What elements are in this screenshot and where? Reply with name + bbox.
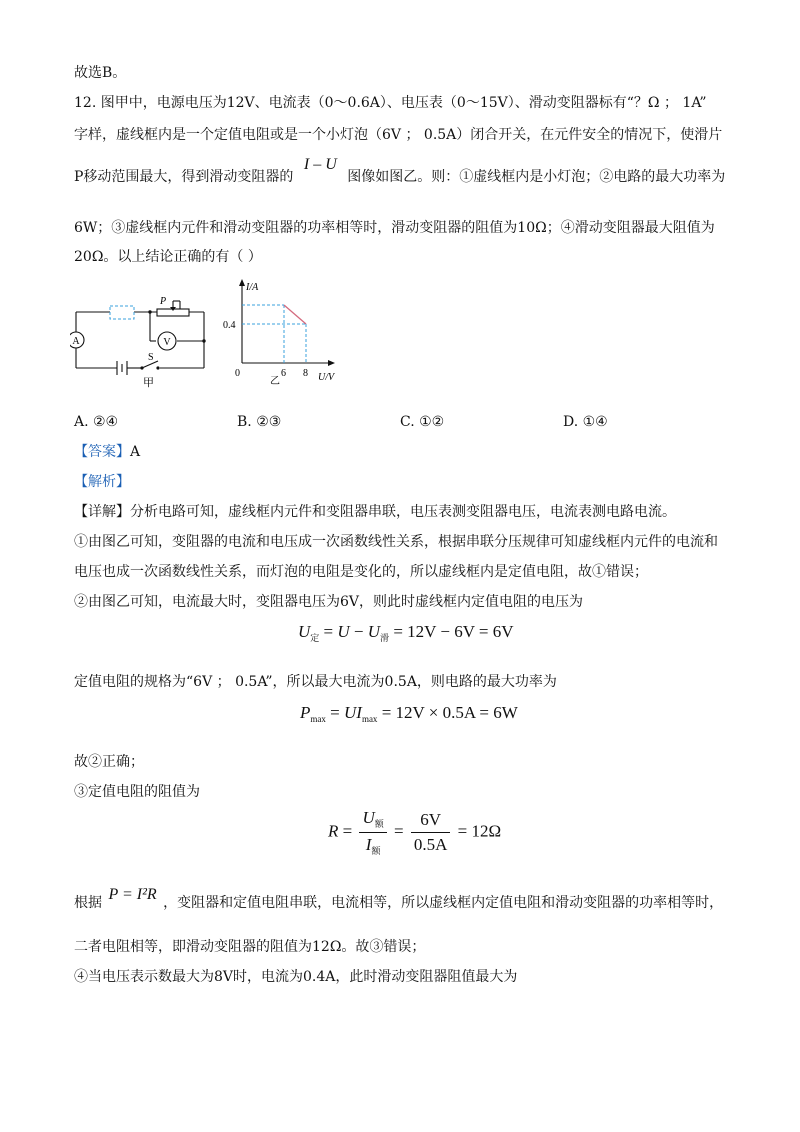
formula-resistance-den2: 0.5A bbox=[413, 835, 448, 854]
question-line-3-part-b: 图像如图乙。则：①虚线框内是小灯泡；②电路的最大功率为 bbox=[347, 169, 726, 185]
iu-math: I – U bbox=[303, 156, 337, 173]
point4-line: ④当电压表示数最大为8V时，电流为0.4A，此时滑动变阻器阻值最大为 bbox=[74, 969, 518, 985]
formula-voltage-sub1: 定 bbox=[310, 633, 320, 643]
point2-line: ②由图乙可知，电流最大时，变阻器电压为6V，则此时虚线框内定值电阻的电压为 bbox=[74, 594, 584, 610]
x-tick-8: 8 bbox=[303, 368, 308, 379]
x-tick-6: 6 bbox=[281, 368, 286, 379]
option-b: B. ②③ bbox=[237, 414, 282, 430]
point2-spec-line: 定值电阻的规格为“6V ； 0.5A”，所以最大电流为0.5A，则电路的最大功率为 bbox=[74, 674, 557, 690]
formula-power-result: = 12V × 0.5A = 6W bbox=[381, 703, 518, 722]
origin-label: 0 bbox=[235, 368, 240, 379]
question-line-3-part-a: P移动范围最大，得到滑动变阻器的 bbox=[74, 169, 294, 185]
option-c: C. ①② bbox=[400, 414, 445, 430]
y-tick-label: 0.4 bbox=[223, 320, 236, 331]
previous-answer-line: 故选B。 bbox=[74, 65, 127, 81]
x-axis-label: U/V bbox=[318, 372, 335, 383]
option-a: A. ②④ bbox=[74, 414, 119, 430]
graph-caption: 乙 bbox=[270, 376, 280, 387]
question-line-1: 12. 图甲中，电源电压为12V、电流表（0～0.6A）、电压表（0～15V）、滑动变阻器标有“？Ω ； 1A” bbox=[74, 95, 707, 111]
circuit-diagram bbox=[70, 290, 215, 390]
answer-line bbox=[74, 442, 140, 462]
answer-value: A bbox=[130, 444, 141, 460]
formula-power: $P_{max} = UI_{max} = 12V \times 0.5A = 6W$ bbox=[300, 703, 518, 724]
point3-explain-a: 根据 bbox=[74, 895, 102, 911]
voltmeter-label: V bbox=[163, 337, 171, 348]
question-line-3 bbox=[74, 156, 726, 187]
formula-voltage: $U_定 = U - U_滑 = 12V - 6V = 6V$ bbox=[298, 622, 514, 643]
formula-resistance-numsub: 额 bbox=[374, 819, 384, 829]
point3-line: ③定值电阻的阻值为 bbox=[74, 784, 200, 800]
point3-explain-b: ，变阻器和定值电阻串联，电流相等，所以虚线框内定值电阻和滑动变阻器的功率相等时， bbox=[163, 895, 724, 911]
point3-explain-line bbox=[74, 886, 724, 913]
iu-graph bbox=[222, 276, 342, 391]
point3-conclusion: 二者电阻相等，即滑动变阻器的阻值为12Ω。故③错误； bbox=[74, 939, 426, 955]
y-axis-label: I/A bbox=[246, 282, 259, 293]
slider-p-label: P bbox=[160, 296, 167, 307]
question-line-5: 20Ω。以上结论正确的有（ ） bbox=[74, 249, 262, 265]
formula-resistance-densub: 额 bbox=[371, 846, 381, 856]
answer-tag: 【答案】 bbox=[74, 444, 130, 460]
dashed-guide-lines bbox=[242, 305, 306, 363]
option-d: D. ①④ bbox=[563, 414, 608, 430]
formula-voltage-result: = 12V − 6V = 6V bbox=[393, 622, 514, 641]
detail-line bbox=[74, 502, 676, 522]
formula-resistance: R = $\frac{U_额}{I_额}$ = $\frac{6V}{0.5A}$ = 12Ω bbox=[328, 808, 502, 856]
point1-line-b: 电压也成一次函数线性关系，而灯泡的电阻是变化的，所以虚线框内是定值电阻，故①错误； bbox=[74, 564, 648, 580]
question-line-2: 字样，虚线框内是一个定值电阻或是一个小灯泡（6V ； 0.5A）闭合开关，在元件安全的情况下，使滑片 bbox=[74, 127, 723, 143]
iu-line bbox=[284, 305, 306, 324]
circuit-caption: 甲 bbox=[143, 377, 154, 389]
detail-tag: 【详解】 bbox=[74, 504, 130, 520]
dashed-element-box bbox=[110, 306, 134, 319]
formula-resistance-result: = 12Ω bbox=[457, 821, 502, 841]
question-line-4: 6W；③虚线框内元件和滑动变阻器的功率相等时，滑动变阻器的阻值为10Ω；④滑动变阻器最大阻值为 bbox=[74, 220, 715, 236]
point1-line-a: ①由图乙可知，变阻器的电流和电压成一次函数线性关系，根据串联分压规律可知虚线框内元件的电流和 bbox=[74, 534, 718, 550]
analysis-tag: 【解析】 bbox=[74, 474, 130, 490]
formula-resistance-num2: 6V bbox=[411, 810, 451, 833]
ammeter-label: A bbox=[72, 336, 80, 347]
point2-conclusion: 故②正确； bbox=[74, 754, 144, 770]
formula-voltage-sub2: 滑 bbox=[380, 633, 390, 643]
formula-power-sub1: max bbox=[310, 714, 326, 724]
power-formula-inline: P = I²R bbox=[108, 886, 157, 903]
detail-text: 分析电路可知，虚线框内元件和变阻器串联，电压表测变阻器电压，电流表测电路电流。 bbox=[130, 504, 676, 520]
switch-s-label: S bbox=[148, 352, 154, 363]
formula-power-sub2: max bbox=[361, 714, 378, 724]
